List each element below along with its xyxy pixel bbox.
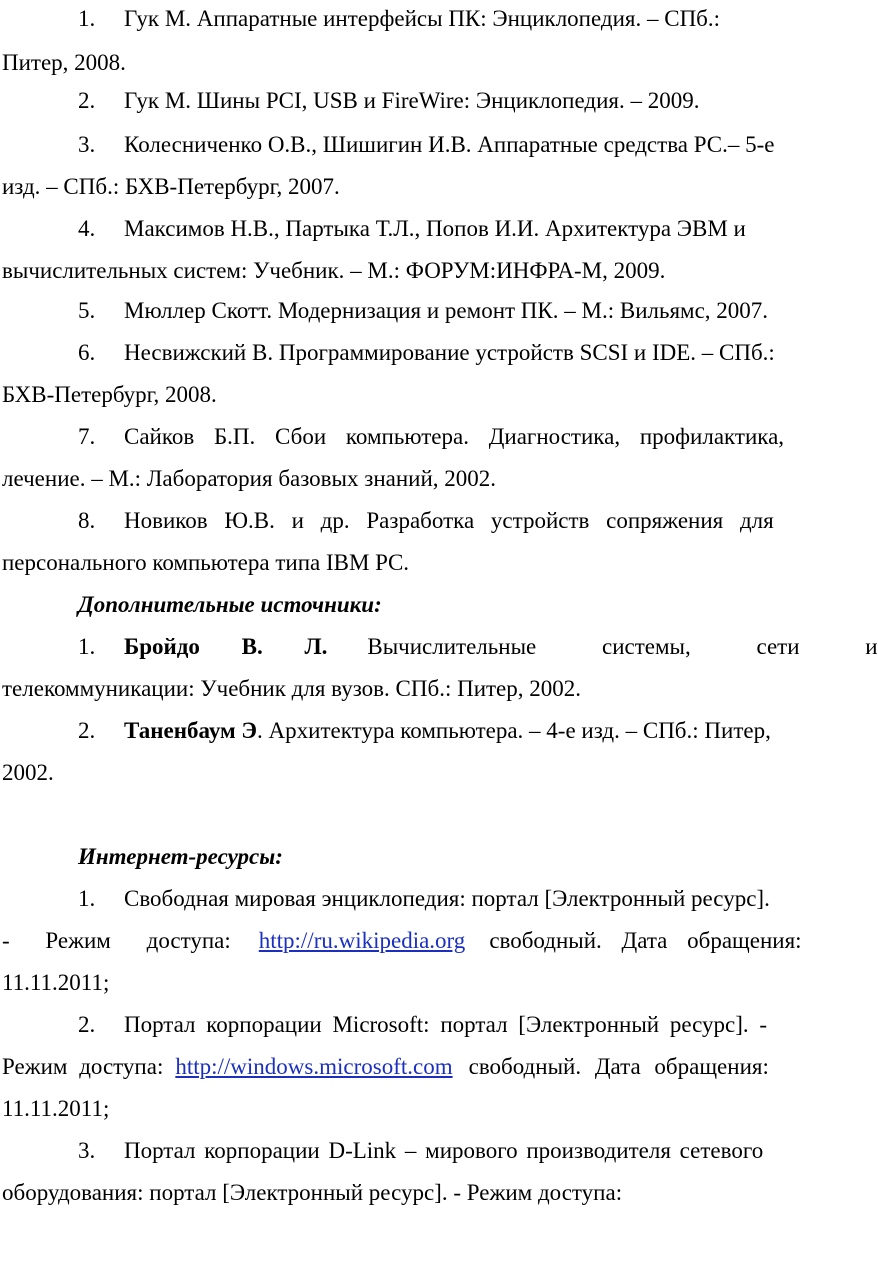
ref-6-line-1 — [78, 339, 812, 367]
additional-sources-heading: Дополнительные источники: — [78, 592, 382, 617]
ref-1-text: Гук М. Аппаратные интерфейсы ПК: Энциклопедия. – СПб.: — [124, 6, 721, 31]
ref-6-text: Несвижский В. Программирование устройств SCSI и IDE. – СПб.: — [124, 340, 775, 365]
internet-3-text: Портал корпорации D-Link – мирового производителя сетевого — [124, 1138, 764, 1163]
ref-7-text: Сайков Б.П. Сбои компьютера. Диагностика, профилактика, — [124, 424, 785, 449]
ref-3-text: Колесниченко О.В., Шишигин И.В. Аппаратные средства РС.– 5-е — [124, 132, 775, 157]
additional-1-text: Вычислительные системы, сети и — [367, 634, 878, 659]
ref-3-number: 3. — [78, 132, 96, 157]
internet-1-line-2 — [2, 927, 812, 955]
ref-8-text: Новиков Ю.В. и др. Разработка устройств сопряжения для — [124, 508, 774, 533]
additional-2-line-2: 2002. — [2, 760, 54, 785]
additional-1-author: Бройдо В. Л. — [124, 634, 328, 659]
internet-2-line-2 — [2, 1053, 812, 1081]
ref-2-number: 2. — [78, 88, 96, 113]
internet-1-line-3: 11.11.2011; — [2, 970, 110, 995]
ref-7-line-1 — [78, 423, 812, 451]
ref-7-line-2: лечение. – М.: Лаборатория базовых знаний, 2002. — [2, 466, 497, 491]
internet-3-line-1 — [78, 1137, 812, 1165]
ref-4-number: 4. — [78, 216, 96, 241]
additional-1-number: 1. — [78, 634, 96, 659]
ref-8-number: 8. — [78, 508, 96, 533]
ref-5-text: Мюллер Скотт. Модернизация и ремонт ПК. – М.: Вильямс, 2007. — [124, 298, 769, 323]
internet-2-access-note: свободный. Дата обращения: — [468, 1054, 769, 1079]
internet-1-number: 1. — [78, 886, 96, 911]
ref-4-line-1 — [78, 215, 812, 243]
ref-7-number: 7. — [78, 424, 96, 449]
internet-2-line-1 — [78, 1011, 812, 1039]
internet-2-link[interactable]: http://windows.microsoft.com — [175, 1054, 453, 1079]
internet-1-text: Свободная мировая энциклопедия: портал [Электронный ресурс]. — [124, 886, 770, 911]
internet-2-line-3: 11.11.2011; — [2, 1096, 110, 1121]
additional-2-author: Таненбаум Э — [124, 718, 258, 743]
ref-8-line-2: персонального компьютера типа IBM PC. — [2, 550, 410, 575]
internet-1-link[interactable]: http://ru.wikipedia.org — [258, 928, 466, 953]
additional-2-text: . Архитектура компьютера. – 4-е изд. – СПб.: Питер, — [257, 718, 771, 743]
ref-2-text: Гук М. Шины PCI, USB и FireWire: Энциклопедия. – 2009. — [124, 88, 700, 113]
ref-5-line-1 — [78, 297, 812, 325]
ref-3-line-2: изд. – СПб.: БХВ-Петербург, 2007. — [2, 174, 340, 199]
additional-1-line-1 — [78, 633, 878, 661]
additional-2-line-1 — [78, 717, 812, 745]
ref-6-number: 6. — [78, 340, 96, 365]
ref-1-number: 1. — [78, 6, 96, 31]
internet-3-line-2: оборудования: портал [Электронный ресурс]. - Режим доступа: — [2, 1180, 623, 1205]
ref-8-line-1 — [78, 507, 812, 535]
ref-6-line-2: БХВ-Петербург, 2008. — [2, 382, 217, 407]
internet-1-line-1 — [78, 885, 812, 913]
ref-3-line-1 — [78, 131, 812, 159]
ref-4-line-2: вычислительных систем: Учебник. – М.: ФОРУМ:ИНФРА-М, 2009. — [2, 258, 666, 283]
internet-2-access-label: Режим доступа: — [2, 1054, 164, 1079]
ref-1-line-1 — [78, 5, 812, 33]
internet-3-number: 3. — [78, 1138, 96, 1163]
ref-2-line-1 — [78, 87, 812, 115]
ref-5-number: 5. — [78, 298, 96, 323]
internet-2-number: 2. — [78, 1012, 96, 1037]
ref-4-text: Максимов Н.В., Партыка Т.Л., Попов И.И. Архитектура ЭВМ и — [124, 216, 746, 241]
internet-2-text: Портал корпорации Microsoft: портал [Электронный ресурс]. - — [124, 1012, 768, 1037]
internet-1-access-label: - Режим доступа: — [2, 928, 231, 953]
additional-1-line-2: телекоммуникации: Учебник для вузов. СПб.: Питер, 2002. — [2, 676, 582, 701]
additional-2-number: 2. — [78, 718, 96, 743]
ref-1-line-2: Питер, 2008. — [2, 50, 126, 75]
internet-1-access-note: свободный. Дата обращения: — [489, 928, 802, 953]
internet-resources-heading: Интернет-ресурсы: — [78, 844, 283, 869]
